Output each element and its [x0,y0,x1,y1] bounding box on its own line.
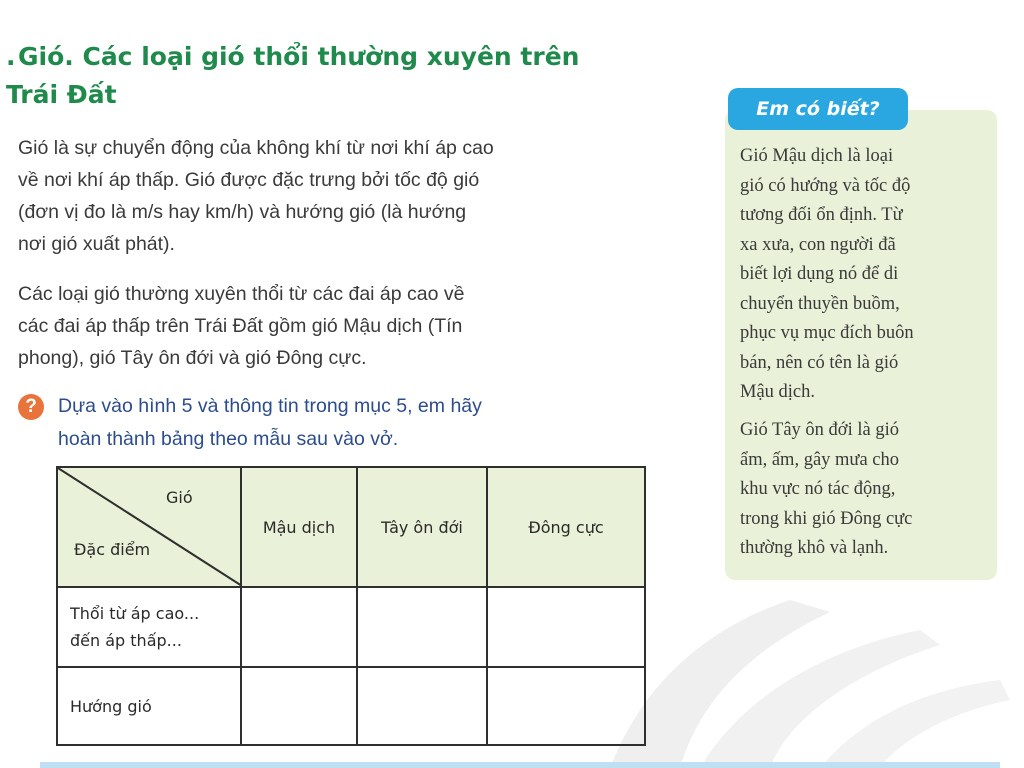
callout-line: Gió Tây ôn đới là gió [740,420,899,440]
row-label-line: Hướng gió [70,696,152,716]
text-line: phong), gió Tây ôn đới và gió Đông cực. [18,347,367,369]
callout-line: Mậu dịch. [740,382,816,402]
corner-label-wind: Gió [166,488,193,507]
text-line: về nơi khí áp thấp. Gió được đặc trưng bởi tốc độ gió [18,169,480,191]
question-line-1: Dựa vào hình 5 và thông tin trong mục 5, em hãy [58,395,482,417]
text-line: nơi gió xuất phát). [18,233,175,255]
callout-line: trong khi gió Đông cực [740,508,913,529]
row-label-line: đến áp thấp... [70,631,182,650]
wind-characteristics-table [56,466,646,746]
text-line: (đơn vị đo là m/s hay km/h) và hướng gió (là hướng [18,201,467,223]
paragraph-wind-definition [18,132,658,260]
table-corner-cell [57,467,241,587]
callout-line: phục vụ mục đích buôn [740,323,914,343]
empty-cell [241,587,357,667]
empty-cell [487,587,645,667]
heading-bullet: . [6,42,16,71]
table-row [57,587,645,667]
heading-line-2: Trái Đất [6,80,117,109]
callout-line: Gió Mậu dịch là loại [740,146,894,166]
callout-line: gió có hướng và tốc độ [740,175,911,196]
paragraph-wind-types [18,278,658,374]
callout-line: biết lợi dụng nó để di [740,264,899,284]
callout-line: thường khô và lạnh. [740,538,889,558]
table-header-row [57,467,645,587]
callout-paragraph-trade-wind [740,142,984,408]
callout-line: tương đối ổn định. Từ [740,205,903,225]
section-heading [6,38,666,114]
diagonal-divider [58,468,242,586]
text-line: các đai áp thấp trên Trái Đất gồm gió Mậu dịch (Tín [18,315,463,337]
table-row [57,667,645,745]
empty-cell [357,587,487,667]
empty-cell [241,667,357,745]
empty-cell [357,667,487,745]
callout-line: bán, nên có tên là gió [740,352,899,373]
column-header-polar-easterlies: Đông cực [487,467,645,587]
heading-line-1: Gió. Các loại gió thổi thường xuyên trên [18,42,580,71]
column-header-westerlies: Tây ôn đới [357,467,487,587]
question-icon: ? [18,394,44,420]
question-line-2: hoàn thành bảng theo mẫu sau vào vở. [58,428,399,450]
row-label-origin [57,587,241,667]
callout-line: ẩm, ấm, gây mưa cho [740,449,900,470]
callout-line: xa xưa, con người đã [740,234,896,255]
did-you-know-tab: Em có biết? [728,88,908,130]
callout-line: khu vực nó tác động, [740,479,896,499]
text-line: Gió là sự chuyển động của không khí từ nơi khí áp cao [18,137,494,159]
text-line: Các loại gió thường xuyên thổi từ các đai áp cao về [18,283,465,305]
row-label-line: Thổi từ áp cao... [70,604,200,623]
column-header-trade-wind: Mậu dịch [241,467,357,587]
page-bottom-rule [40,762,1000,768]
row-label-direction [57,667,241,745]
callout-paragraph-westerlies [740,416,984,564]
callout-line: chuyển thuyền buồm, [740,293,900,314]
corner-label-feature: Đặc điểm [74,540,151,559]
empty-cell [487,667,645,745]
